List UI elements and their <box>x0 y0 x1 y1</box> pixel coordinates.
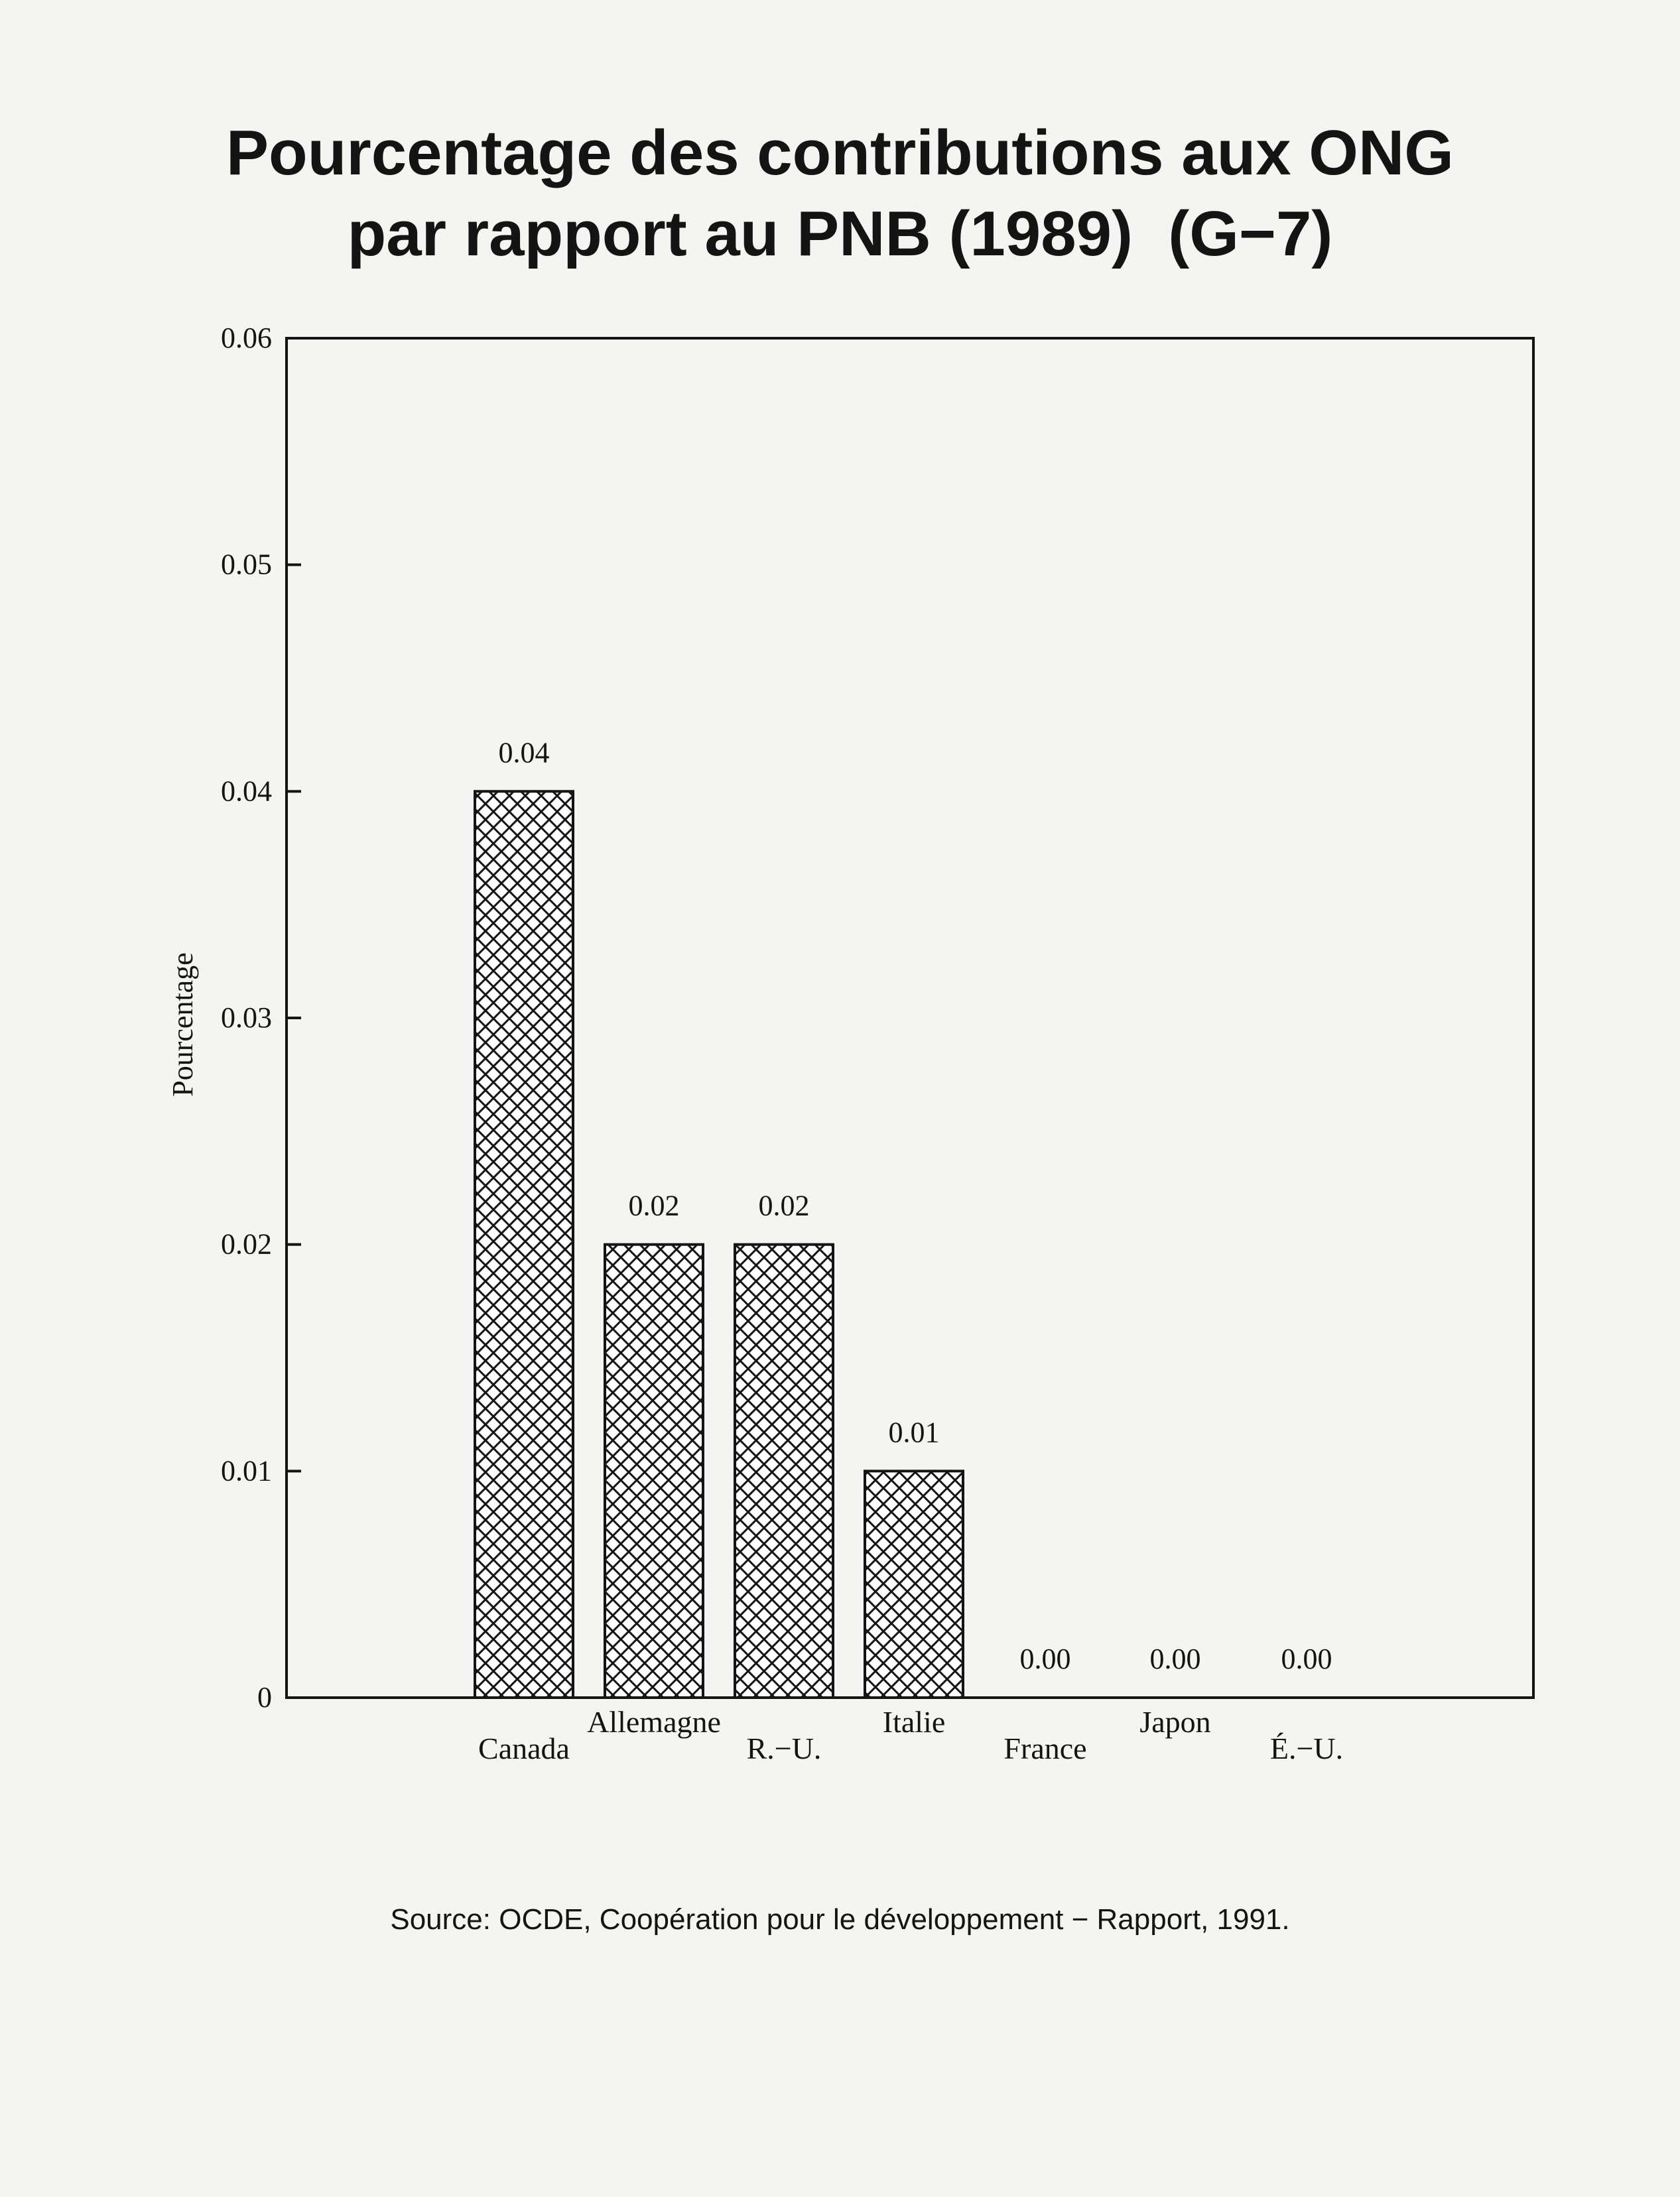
y-axis-title: Pourcentage <box>166 952 199 1097</box>
y-tick-label: 0 <box>257 1681 272 1714</box>
x-tick-label: R.−U. <box>746 1731 822 1765</box>
chart-title-line-1: Pourcentage des contributions aux ONG <box>226 117 1454 188</box>
bar-value-label: 0.01 <box>888 1416 940 1449</box>
bar-value-label: 0.04 <box>498 736 550 769</box>
x-axis <box>478 1705 1343 1765</box>
y-tick-label: 0.04 <box>221 775 272 808</box>
bar <box>735 1245 833 1698</box>
bar <box>605 1245 703 1698</box>
bar-value-label: 0.00 <box>1019 1643 1071 1675</box>
bar <box>475 791 573 1698</box>
y-tick-label: 0.02 <box>221 1227 272 1261</box>
bar-value-label: 0.02 <box>758 1189 810 1222</box>
x-tick-label: Canada <box>478 1731 570 1765</box>
y-tick-label: 0.01 <box>221 1454 272 1487</box>
chart-title-line-2: par rapport au PNB (1989) (G−7) <box>347 198 1333 269</box>
x-tick-label: Allemagne <box>587 1705 721 1739</box>
bars <box>475 791 963 1698</box>
x-tick-label: É.−U. <box>1269 1731 1344 1765</box>
bar-value-label: 0.00 <box>1149 1643 1201 1675</box>
bar-value-label: 0.00 <box>1281 1643 1332 1675</box>
y-axis <box>221 322 301 1714</box>
y-tick-label: 0.03 <box>221 1001 272 1034</box>
chart-source-note: Source: OCDE, Coopération pour le développement − Rapport, 1991. <box>390 1903 1290 1936</box>
x-tick-label: Italie <box>882 1705 946 1739</box>
bar <box>865 1471 963 1698</box>
y-tick-label: 0.06 <box>221 322 272 354</box>
y-tick-label: 0.05 <box>221 548 272 581</box>
x-tick-label: France <box>1003 1731 1087 1765</box>
bar-value-label: 0.02 <box>628 1189 680 1222</box>
x-tick-label: Japon <box>1139 1705 1211 1739</box>
